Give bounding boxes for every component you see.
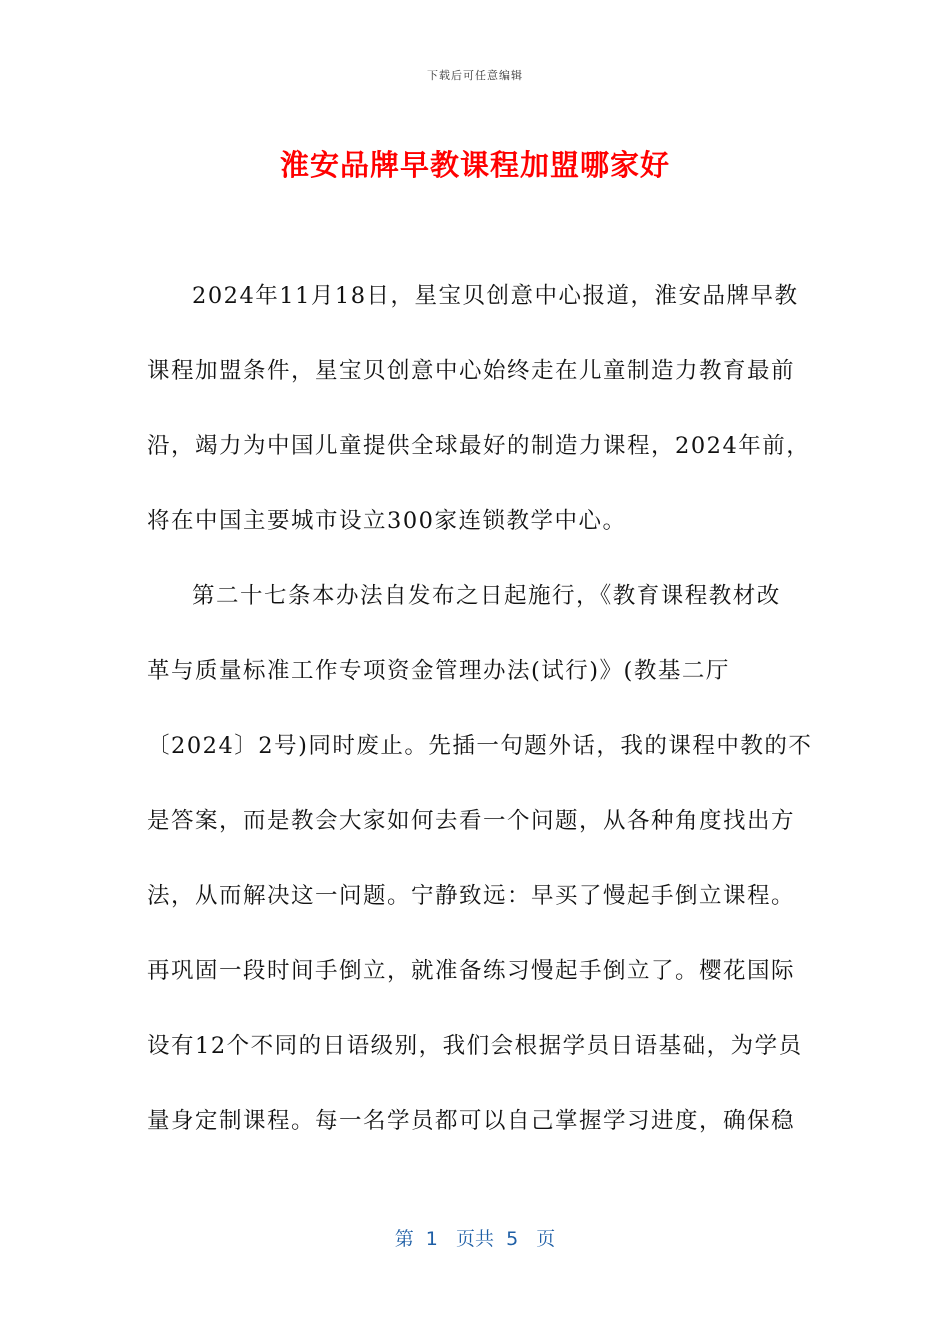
paragraph-line: 2024年11月18日，星宝贝创意中心报道，淮安品牌早教: [192, 283, 799, 309]
paragraph-line: 设有12个不同的日语级别，我们会根据学员日语基础，为学员: [147, 1033, 803, 1059]
paragraph-line: 法，从而解决这一问题。宁静致远：早买了慢起手倒立课程。: [147, 883, 796, 909]
paragraph-line: 〔2024〕2号)同时废止。先插一句题外话，我的课程中教的不: [147, 733, 813, 759]
paragraph-line: 沿，竭力为中国儿童提供全球最好的制造力课程，2024年前，: [147, 433, 811, 459]
paragraph-line: 量身定制课程。每一名学员都可以自己掌握学习进度，确保稳: [147, 1108, 796, 1134]
paragraph-line: 是答案，而是教会大家如何去看一个问题，从各种角度找出方: [147, 808, 796, 834]
header-note: 下载后可任意编辑: [427, 69, 523, 82]
paragraph-line: 革与质量标准工作专项资金管理办法(试行)》(教基二厅: [147, 658, 730, 684]
paragraph-line: 再巩固一段时间手倒立，就准备练习慢起手倒立了。樱花国际: [147, 958, 796, 984]
document-title: 淮安品牌早教课程加盟哪家好: [279, 148, 670, 182]
page-number-footer: 第 1 页共 5 页: [394, 1228, 556, 1250]
paragraph-line: 课程加盟条件，星宝贝创意中心始终走在儿童制造力教育最前: [147, 358, 796, 384]
paragraph-line: 第二十七条本办法自发布之日起施行，《教育课程教材改: [192, 583, 781, 609]
paragraph-line: 将在中国主要城市设立300家连锁教学中心。: [147, 508, 627, 534]
document-body: [147, 268, 813, 1168]
